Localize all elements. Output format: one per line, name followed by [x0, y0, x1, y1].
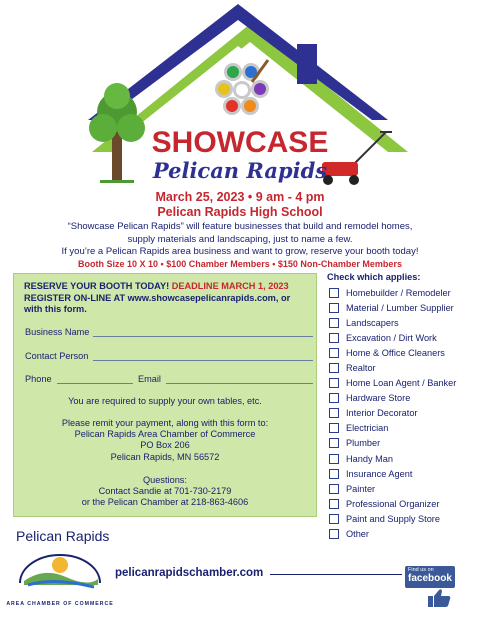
checklist-item[interactable] [329, 421, 456, 436]
divider-line [270, 574, 402, 575]
register-online-text[interactable]: REGISTER ON-LINE AT www.showcasepelicanrapids.com, or [24, 292, 291, 303]
checkbox[interactable] [329, 318, 339, 328]
checklist-item-label: Insurance Agent [346, 468, 413, 479]
remit-info [20, 418, 310, 463]
checklist-item-label: Landscapers [346, 317, 399, 328]
chamber-logo-icon [6, 545, 114, 613]
event-date: March 25, 2023 • 9 am - 4 pm [155, 190, 325, 204]
checklist-item[interactable] [329, 330, 456, 345]
checklist-header: Check which applies: [327, 272, 421, 282]
checkbox[interactable] [329, 438, 339, 448]
checkbox[interactable] [329, 423, 339, 433]
checklist-item-label: Realtor [346, 363, 376, 374]
phone-label: Phone [25, 374, 52, 384]
reserve-text: RESERVE YOUR BOOTH TODAY! [24, 281, 170, 291]
checklist-item[interactable] [329, 511, 456, 526]
showcase-title: SHOWCASE [151, 126, 329, 159]
description-line: If you’re a Pelican Rapids area business and want to grow, reserve your booth today! [61, 246, 419, 257]
checklist-item[interactable] [329, 300, 456, 315]
checklist-item[interactable] [329, 436, 456, 451]
event-description [20, 221, 460, 259]
chimney [297, 44, 317, 84]
checkbox[interactable] [329, 393, 339, 403]
event-location: Pelican Rapids High School [157, 205, 323, 219]
checkbox[interactable] [329, 484, 339, 494]
checklist [329, 285, 456, 542]
checklist-item[interactable] [329, 360, 456, 375]
logo-text: AREA CHAMBER OF COMMERCE [6, 601, 114, 607]
checkbox[interactable] [329, 469, 339, 479]
checklist-item-label: Excavation / Dirt Work [346, 332, 437, 343]
checkbox[interactable] [329, 348, 339, 358]
checkbox[interactable] [329, 303, 339, 313]
checklist-item-label: Plumber [346, 438, 381, 449]
checklist-item[interactable] [329, 376, 456, 391]
checkbox[interactable] [329, 378, 339, 388]
checkbox[interactable] [329, 529, 339, 539]
contact-person-field[interactable] [93, 360, 313, 361]
remit-line: Please remit your payment, along with this form to: [61, 418, 269, 428]
checklist-item-label: Home & Office Cleaners [346, 347, 445, 358]
with-form-text: with this form. [24, 304, 87, 314]
pelican-rapids-subtitle: Pelican Rapids [152, 158, 328, 183]
questions-line: Contact Sandie at 701-730-2179 [98, 486, 232, 497]
checklist-item-label: Other [346, 529, 369, 540]
checkbox[interactable] [329, 333, 339, 343]
thumbs-up-icon [426, 588, 452, 608]
checklist-item[interactable] [329, 391, 456, 406]
house-graphic [0, 0, 480, 190]
checkbox[interactable] [329, 363, 339, 373]
checkbox[interactable] [329, 499, 339, 509]
remit-line: PO Box 206 [140, 440, 190, 451]
checklist-item-label: Painter [346, 483, 376, 494]
description-line: supply materials and landscaping, just to name a few. [127, 233, 353, 245]
business-name-label: Business Name [25, 327, 90, 337]
checklist-item-label: Interior Decorator [346, 408, 418, 419]
booth-info: Booth Size 10 X 10 • $100 Chamber Members • $150 Non-Chamber Members [78, 259, 402, 269]
deadline-text: DEADLINE MARCH 1, 2023 [171, 281, 289, 291]
checklist-item-label: Material / Lumber Supplier [346, 302, 454, 313]
checkbox[interactable] [329, 408, 339, 418]
tables-note: You are required to supply your own tables, etc. [68, 396, 262, 406]
checklist-item-label: Electrician [346, 423, 389, 434]
questions-info [20, 475, 310, 509]
checklist-item-label: Hardware Store [346, 393, 411, 404]
reserve-heading [24, 281, 314, 316]
checklist-item-label: Paint and Supply Store [346, 513, 440, 524]
checkbox[interactable] [329, 454, 339, 464]
contact-person-label: Contact Person [25, 351, 89, 361]
checklist-item[interactable] [329, 466, 456, 481]
checklist-item-label: Professional Organizer [346, 498, 440, 509]
email-field[interactable] [166, 383, 313, 384]
org-name: Pelican Rapids [16, 528, 110, 544]
checklist-item[interactable] [329, 451, 456, 466]
description-line: “Showcase Pelican Rapids” will feature businesses that build and remodel homes, [67, 221, 413, 232]
email-label: Email [138, 374, 161, 384]
business-name-field[interactable] [93, 336, 313, 337]
checklist-item[interactable] [329, 496, 456, 511]
checklist-item[interactable] [329, 345, 456, 360]
remit-line: Pelican Rapids Area Chamber of Commerce [74, 429, 256, 440]
checklist-item[interactable] [329, 481, 456, 496]
checkbox[interactable] [329, 288, 339, 298]
remit-line: Pelican Rapids, MN 56572 [110, 451, 220, 462]
facebook-icon: facebook [408, 573, 452, 584]
checklist-item[interactable] [329, 406, 456, 421]
questions-line: Questions: [143, 475, 187, 485]
checklist-item[interactable] [329, 527, 456, 542]
phone-field[interactable] [57, 383, 133, 384]
checklist-item[interactable] [329, 315, 456, 330]
checklist-item-label: Handy Man [346, 453, 393, 464]
checkbox[interactable] [329, 514, 339, 524]
checklist-item[interactable] [329, 285, 456, 300]
facebook-find-us: Find us on [408, 567, 434, 573]
questions-line: or the Pelican Chamber at 218-863-4606 [81, 497, 249, 508]
checklist-item-label: Homebuilder / Remodeler [346, 287, 451, 298]
checklist-item-label: Home Loan Agent / Banker [346, 378, 457, 389]
website-link[interactable]: pelicanrapidschamber.com [115, 567, 264, 579]
